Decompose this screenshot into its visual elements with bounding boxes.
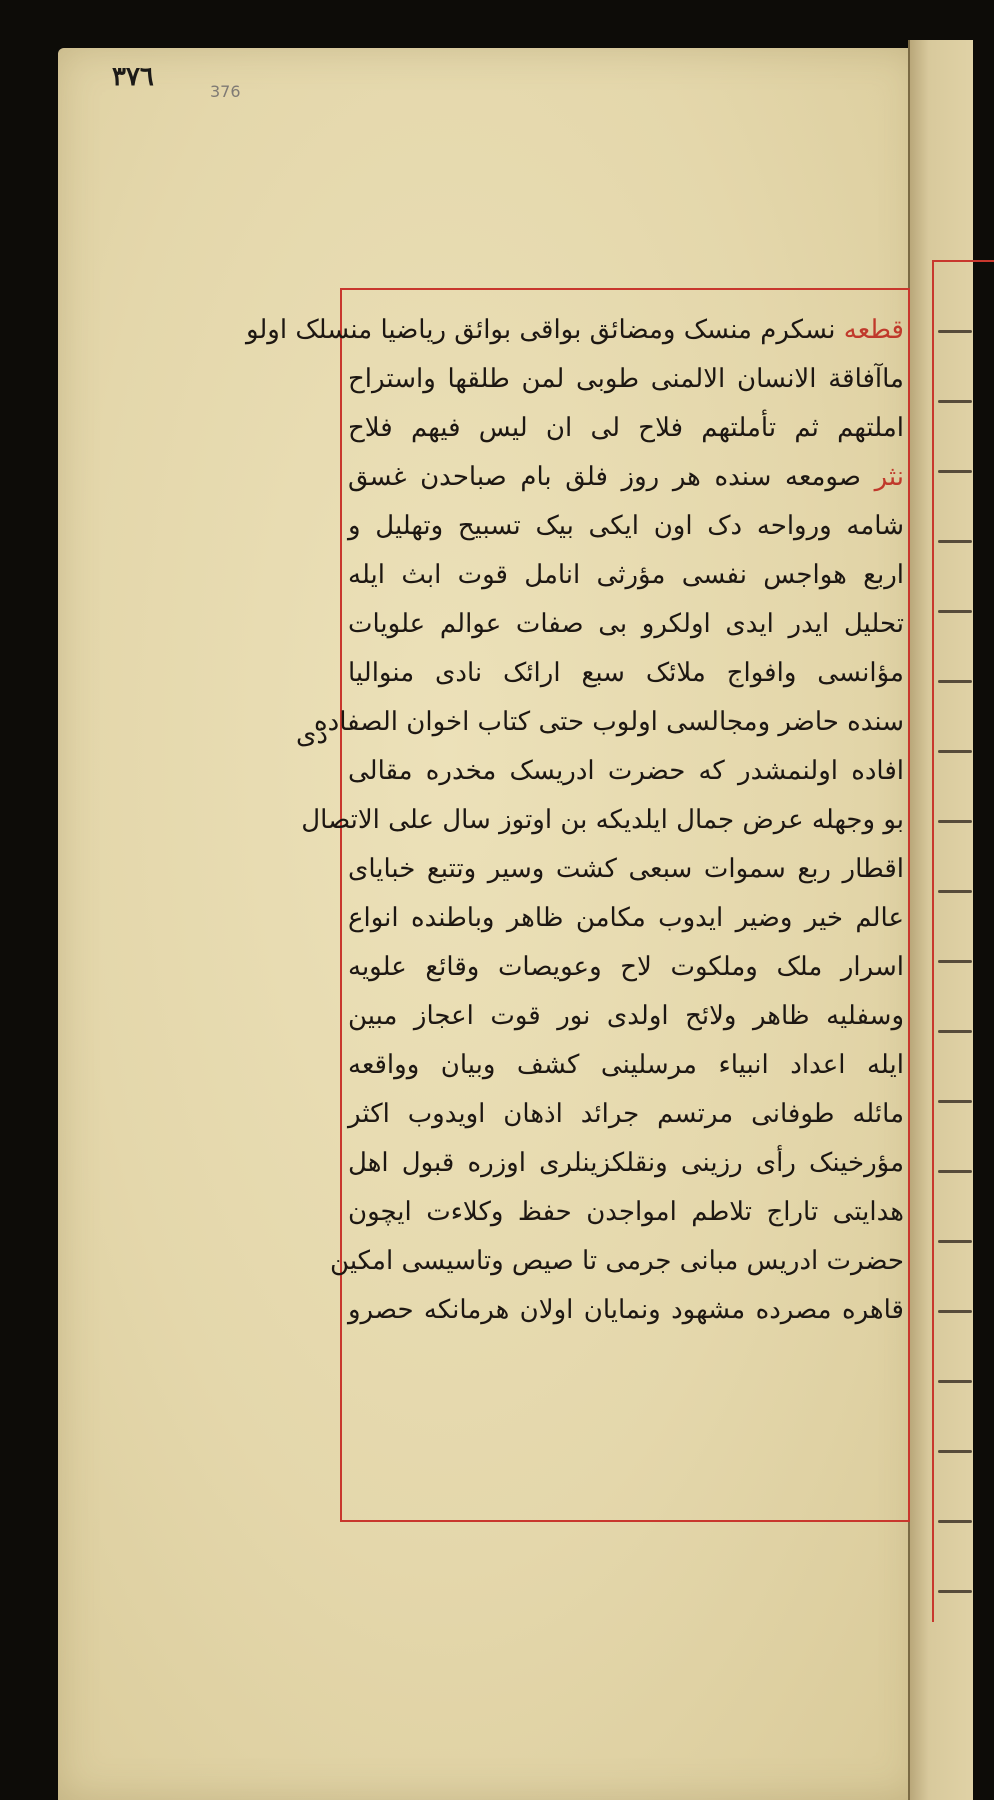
text-line bbox=[348, 355, 904, 404]
text-line bbox=[348, 992, 904, 1041]
text-line bbox=[348, 1188, 904, 1237]
text-line bbox=[348, 600, 904, 649]
line-text: مؤانسی وافواج ملائک سبع ارائک نادی منوالیا bbox=[348, 658, 904, 688]
folio-number-pencil: 376 bbox=[210, 82, 241, 101]
text-line bbox=[348, 502, 904, 551]
line-text: حضرت ادریس مبانی جرمی تا صیص وتاسیسی امکین bbox=[330, 1246, 904, 1276]
text-line bbox=[348, 845, 904, 894]
rubric-word: نثر bbox=[874, 462, 904, 492]
line-text: املتهم ثم تأملتهم فلاح لی ان لیس فیهم فلاح bbox=[348, 413, 904, 443]
text-line bbox=[348, 649, 904, 698]
line-text: اقطار ربع سموات سبعی کشت وسیر وتتبع خبایای bbox=[348, 854, 904, 884]
facing-text-line bbox=[938, 1520, 972, 1523]
folio-number-arabic: ٣٧٦ bbox=[112, 62, 154, 92]
line-text: ماآفاقة الانسان الالمنی طوبی لمن طلقها واستراح bbox=[348, 364, 904, 394]
facing-text-line bbox=[938, 400, 972, 403]
line-text: افاده اولنمشدر که حضرت ادریسک مخدره مقالی bbox=[348, 756, 904, 786]
facing-text-line bbox=[938, 960, 972, 963]
facing-text-line bbox=[938, 1590, 972, 1593]
line-text: بو وجهله عرض جمال ایلدیکه بن اوتوز سال علی الاتصال bbox=[301, 805, 904, 835]
line-text: ایله اعداد انبیاء مرسلینی کشف وبیان وواقعه bbox=[348, 1050, 904, 1080]
line-text: شامه ورواحه دک اون ایکی بیک تسبیح وتهلیل و bbox=[348, 511, 904, 541]
text-line bbox=[348, 551, 904, 600]
facing-text-line bbox=[938, 1310, 972, 1313]
text-line bbox=[348, 1090, 904, 1139]
line-text: قاهره مصرده مشهود ونمایان اولان هرمانکه حصرو bbox=[348, 1295, 904, 1325]
text-line bbox=[348, 894, 904, 943]
text-line bbox=[348, 1286, 904, 1335]
text-line bbox=[301, 796, 904, 845]
line-text: سنده حاضر ومجالسی اولوب حتی کتاب اخوان الصفاده bbox=[314, 707, 904, 737]
facing-page-edge bbox=[908, 40, 973, 1800]
facing-text-line bbox=[938, 470, 972, 473]
text-line bbox=[348, 747, 904, 796]
text-line bbox=[348, 453, 904, 502]
text-line bbox=[245, 306, 904, 355]
facing-text-line bbox=[938, 750, 972, 753]
facing-text-line bbox=[938, 610, 972, 613]
line-text: هدایتی تاراج تلاطم امواجدن حفظ وکلاءت ایچون bbox=[348, 1197, 904, 1227]
line-text: وسفلیه ظاهر ولائح اولدی نور قوت اعجاز مبین bbox=[348, 1001, 904, 1031]
text-line bbox=[348, 943, 904, 992]
facing-text-line bbox=[938, 540, 972, 543]
facing-page-frame bbox=[932, 260, 994, 1622]
text-line bbox=[330, 1237, 904, 1286]
rubric-word: قطعه bbox=[843, 315, 904, 345]
line-text: تحلیل ایدر ایدی اولکرو بی صفات عوالم علویات bbox=[348, 609, 904, 639]
text-line bbox=[348, 1139, 904, 1188]
facing-text-line bbox=[938, 890, 972, 893]
text-line bbox=[314, 698, 904, 747]
facing-text-line bbox=[938, 330, 972, 333]
facing-text-line bbox=[938, 1380, 972, 1383]
line-text: اربع هواجس نفسی مؤرثی انامل قوت ابث ایله bbox=[348, 560, 904, 590]
facing-text-line bbox=[938, 820, 972, 823]
facing-text-line bbox=[938, 680, 972, 683]
line-text: نسکرم منسک ومضائق بواقی بوائق ریاضیا منسلک اولو bbox=[245, 315, 836, 345]
facing-text-line bbox=[938, 1170, 972, 1173]
line-text: عالم خیر وضیر ایدوب مکامن ظاهر وباطنده انواع bbox=[348, 903, 904, 933]
line-text: مائله طوفانی مرتسم جرائد اذهان اویدوب اکثر bbox=[348, 1099, 904, 1129]
text-line bbox=[348, 404, 904, 453]
line-text: اسرار ملک وملکوت لاح وعویصات وقائع علویه bbox=[348, 952, 904, 982]
facing-text-line bbox=[938, 1100, 972, 1103]
facing-text-line bbox=[938, 1030, 972, 1033]
text-line bbox=[348, 1041, 904, 1090]
facing-text-line bbox=[938, 1450, 972, 1453]
facing-text-line bbox=[938, 1240, 972, 1243]
margin-note: ذی bbox=[296, 720, 328, 750]
line-text: مؤرخینک رأی رزینی ونقلکزینلری اوزره قبول اهل bbox=[348, 1148, 904, 1178]
line-text: صومعه سنده هر روز فلق بام صباحدن غسق bbox=[348, 462, 861, 492]
